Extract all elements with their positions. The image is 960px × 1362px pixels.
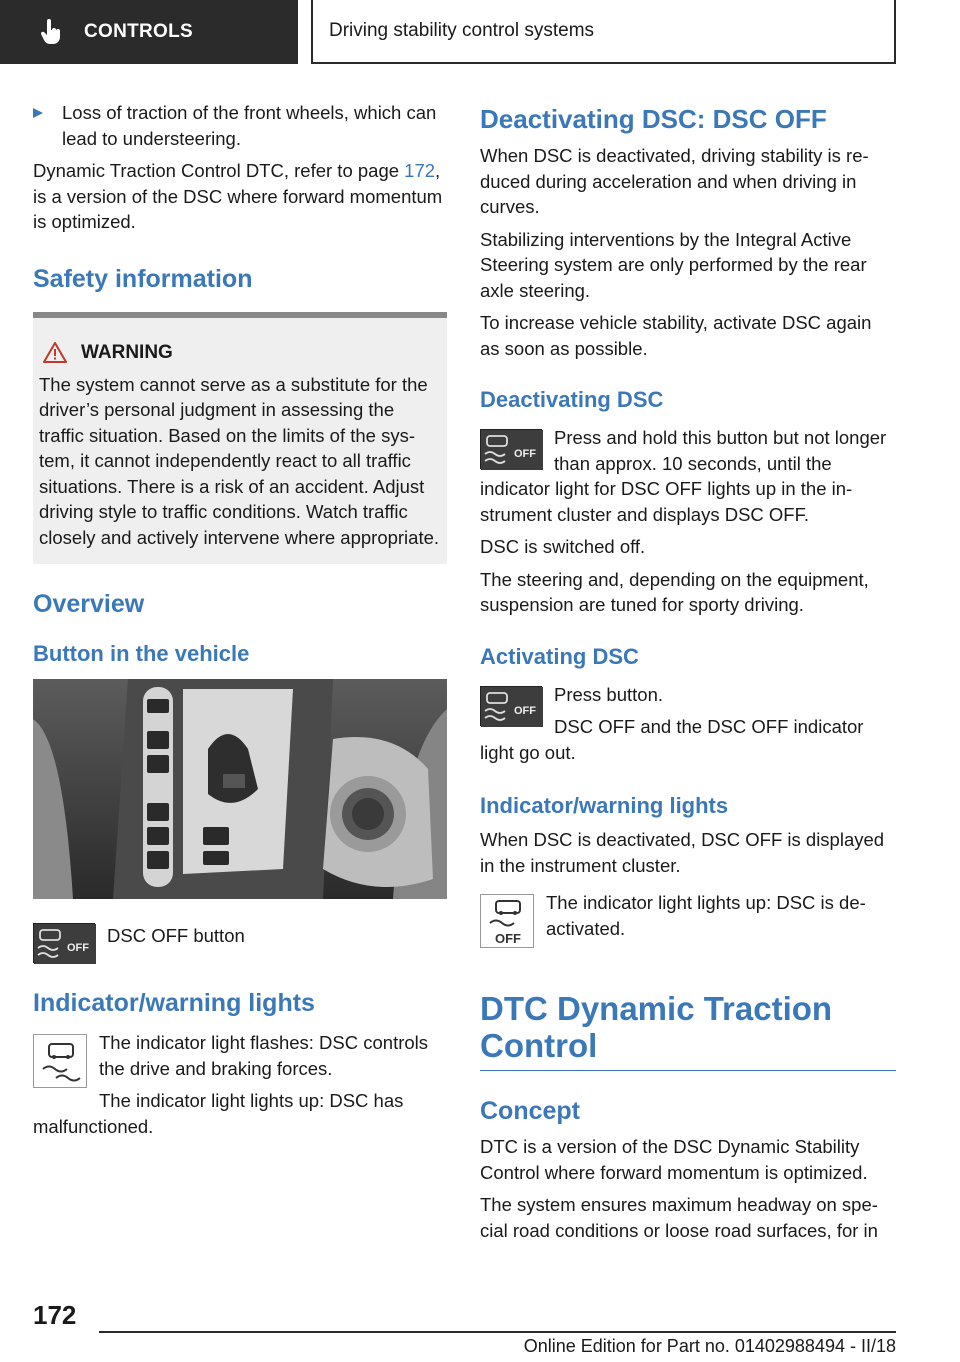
indicator-row-left xyxy=(33,1030,447,1139)
dsc-off-button-icon xyxy=(33,923,95,963)
button-heading: Button in the vehicle xyxy=(33,641,250,666)
indicator-malfunction-text: The indicator light lights up: DSC has malfunctioned. xyxy=(33,1090,404,1137)
pointing-hand-icon xyxy=(40,19,62,45)
overview-heading: Overview xyxy=(33,590,145,618)
dsc-off-button-icon xyxy=(480,429,542,469)
concept-p2: The system ensures maximum headway on special road conditions or loose road surfaces, for in xyxy=(480,1194,878,1241)
bullet-item: Loss of traction of the front wheels, which can lead to understeering. xyxy=(33,100,447,151)
deactivating-dsc-off-heading: Deactivating DSC: DSC OFF xyxy=(480,104,827,134)
ind-light-row xyxy=(480,890,896,952)
ind-text: When DSC is deactivated, DSC OFF is displayed in the instrument cluster. xyxy=(480,829,885,876)
svg-text:OFF: OFF xyxy=(514,704,536,717)
left-column xyxy=(33,100,447,1146)
page-link[interactable]: 172 xyxy=(404,160,436,181)
dsc-off-button-icon xyxy=(480,686,542,726)
indicator-heading-right: Indicator/warning lights xyxy=(480,793,729,818)
warning-text: The system cannot serve as a substitute for the driver’s personal judgment in assessing the traffic situation. Based on the limits of the system, it cannot independently react to all traffic situations. There is a risk of an accident. Adjust driving style to traffic conditions. Watch traffic closely and actively intervene where appropriate. xyxy=(39,373,440,548)
svg-text:OFF: OFF xyxy=(495,931,521,946)
safety-heading: Safety information xyxy=(33,264,253,293)
deact-tuned-text: The steering and, depending on the equipment, suspension are tuned for sporty driving. xyxy=(480,568,869,615)
act-out-text: DSC OFF and the DSC OFF indicator light go out. xyxy=(480,716,864,763)
section-title: CONTROLS xyxy=(84,21,194,42)
right-column xyxy=(480,100,896,1250)
topic-tab xyxy=(311,0,896,64)
page-header xyxy=(0,0,960,66)
warning-box xyxy=(33,312,447,565)
warning-triangle-icon xyxy=(43,342,67,363)
act-press-text: Press button. xyxy=(554,683,664,705)
deact-p3: To increase vehicle stability, activate DSC again as soon as possible. xyxy=(480,312,872,359)
dsc-off-button-label: DSC OFF button xyxy=(107,925,245,946)
dtc-heading: DTC Dynamic Traction Control xyxy=(480,990,896,1071)
concept-heading: Concept xyxy=(480,1097,580,1125)
dsc-indicator-icon xyxy=(33,1034,87,1088)
ind-light-text: The indicator light lights up: DSC is deactivated. xyxy=(546,892,866,939)
act-press-row xyxy=(480,682,896,766)
section-tab xyxy=(0,0,298,64)
dsc-off-indicator-icon xyxy=(480,894,534,948)
warning-title: WARNING xyxy=(39,342,440,364)
deact-p1: When DSC is deactivated, driving stability is reduced during acceleration and when driving in curves. xyxy=(480,145,869,217)
topic-title: Driving stability control systems xyxy=(329,20,595,41)
concept-p1: DTC is a version of the DSC Dynamic Stability Control where forward momentum is optimized. xyxy=(480,1136,868,1183)
indicator-heading-left: Indicator/warning lights xyxy=(33,989,315,1017)
svg-text:OFF: OFF xyxy=(514,448,536,460)
bullet-triangle-icon xyxy=(33,108,43,118)
svg-text:OFF: OFF xyxy=(67,942,89,954)
deact-p2: Stabilizing interventions by the Integral Active Steering system are only performed by the rear axle steering. xyxy=(480,228,867,301)
center-console-photo xyxy=(33,679,447,899)
edition-note: Online Edition for Part no. 01402988494 - II/18 xyxy=(523,1336,896,1356)
deactivating-dsc-heading: Deactivating DSC xyxy=(480,387,664,412)
deact-off-text: DSC is switched off. xyxy=(480,536,646,557)
deact-press-text: Press and hold this button but not longer than approx. 10 seconds, until the indicator light for DSC OFF lights up in the instrument cluster and displays DSC OFF. xyxy=(480,427,887,525)
dtc-intro: Dynamic Traction Control DTC, refer to page 172, is a version of the DSC where forward momentum is optimized. xyxy=(33,160,443,232)
footer-divider xyxy=(99,1331,896,1333)
activating-dsc-heading: Activating DSC xyxy=(480,643,639,669)
indicator-flash-text: The indicator light flashes: DSC controls the drive and braking forces. xyxy=(99,1032,429,1079)
deact-press-row xyxy=(480,425,896,527)
page-number: 172 xyxy=(33,1300,77,1330)
dsc-off-button-row xyxy=(33,919,447,967)
